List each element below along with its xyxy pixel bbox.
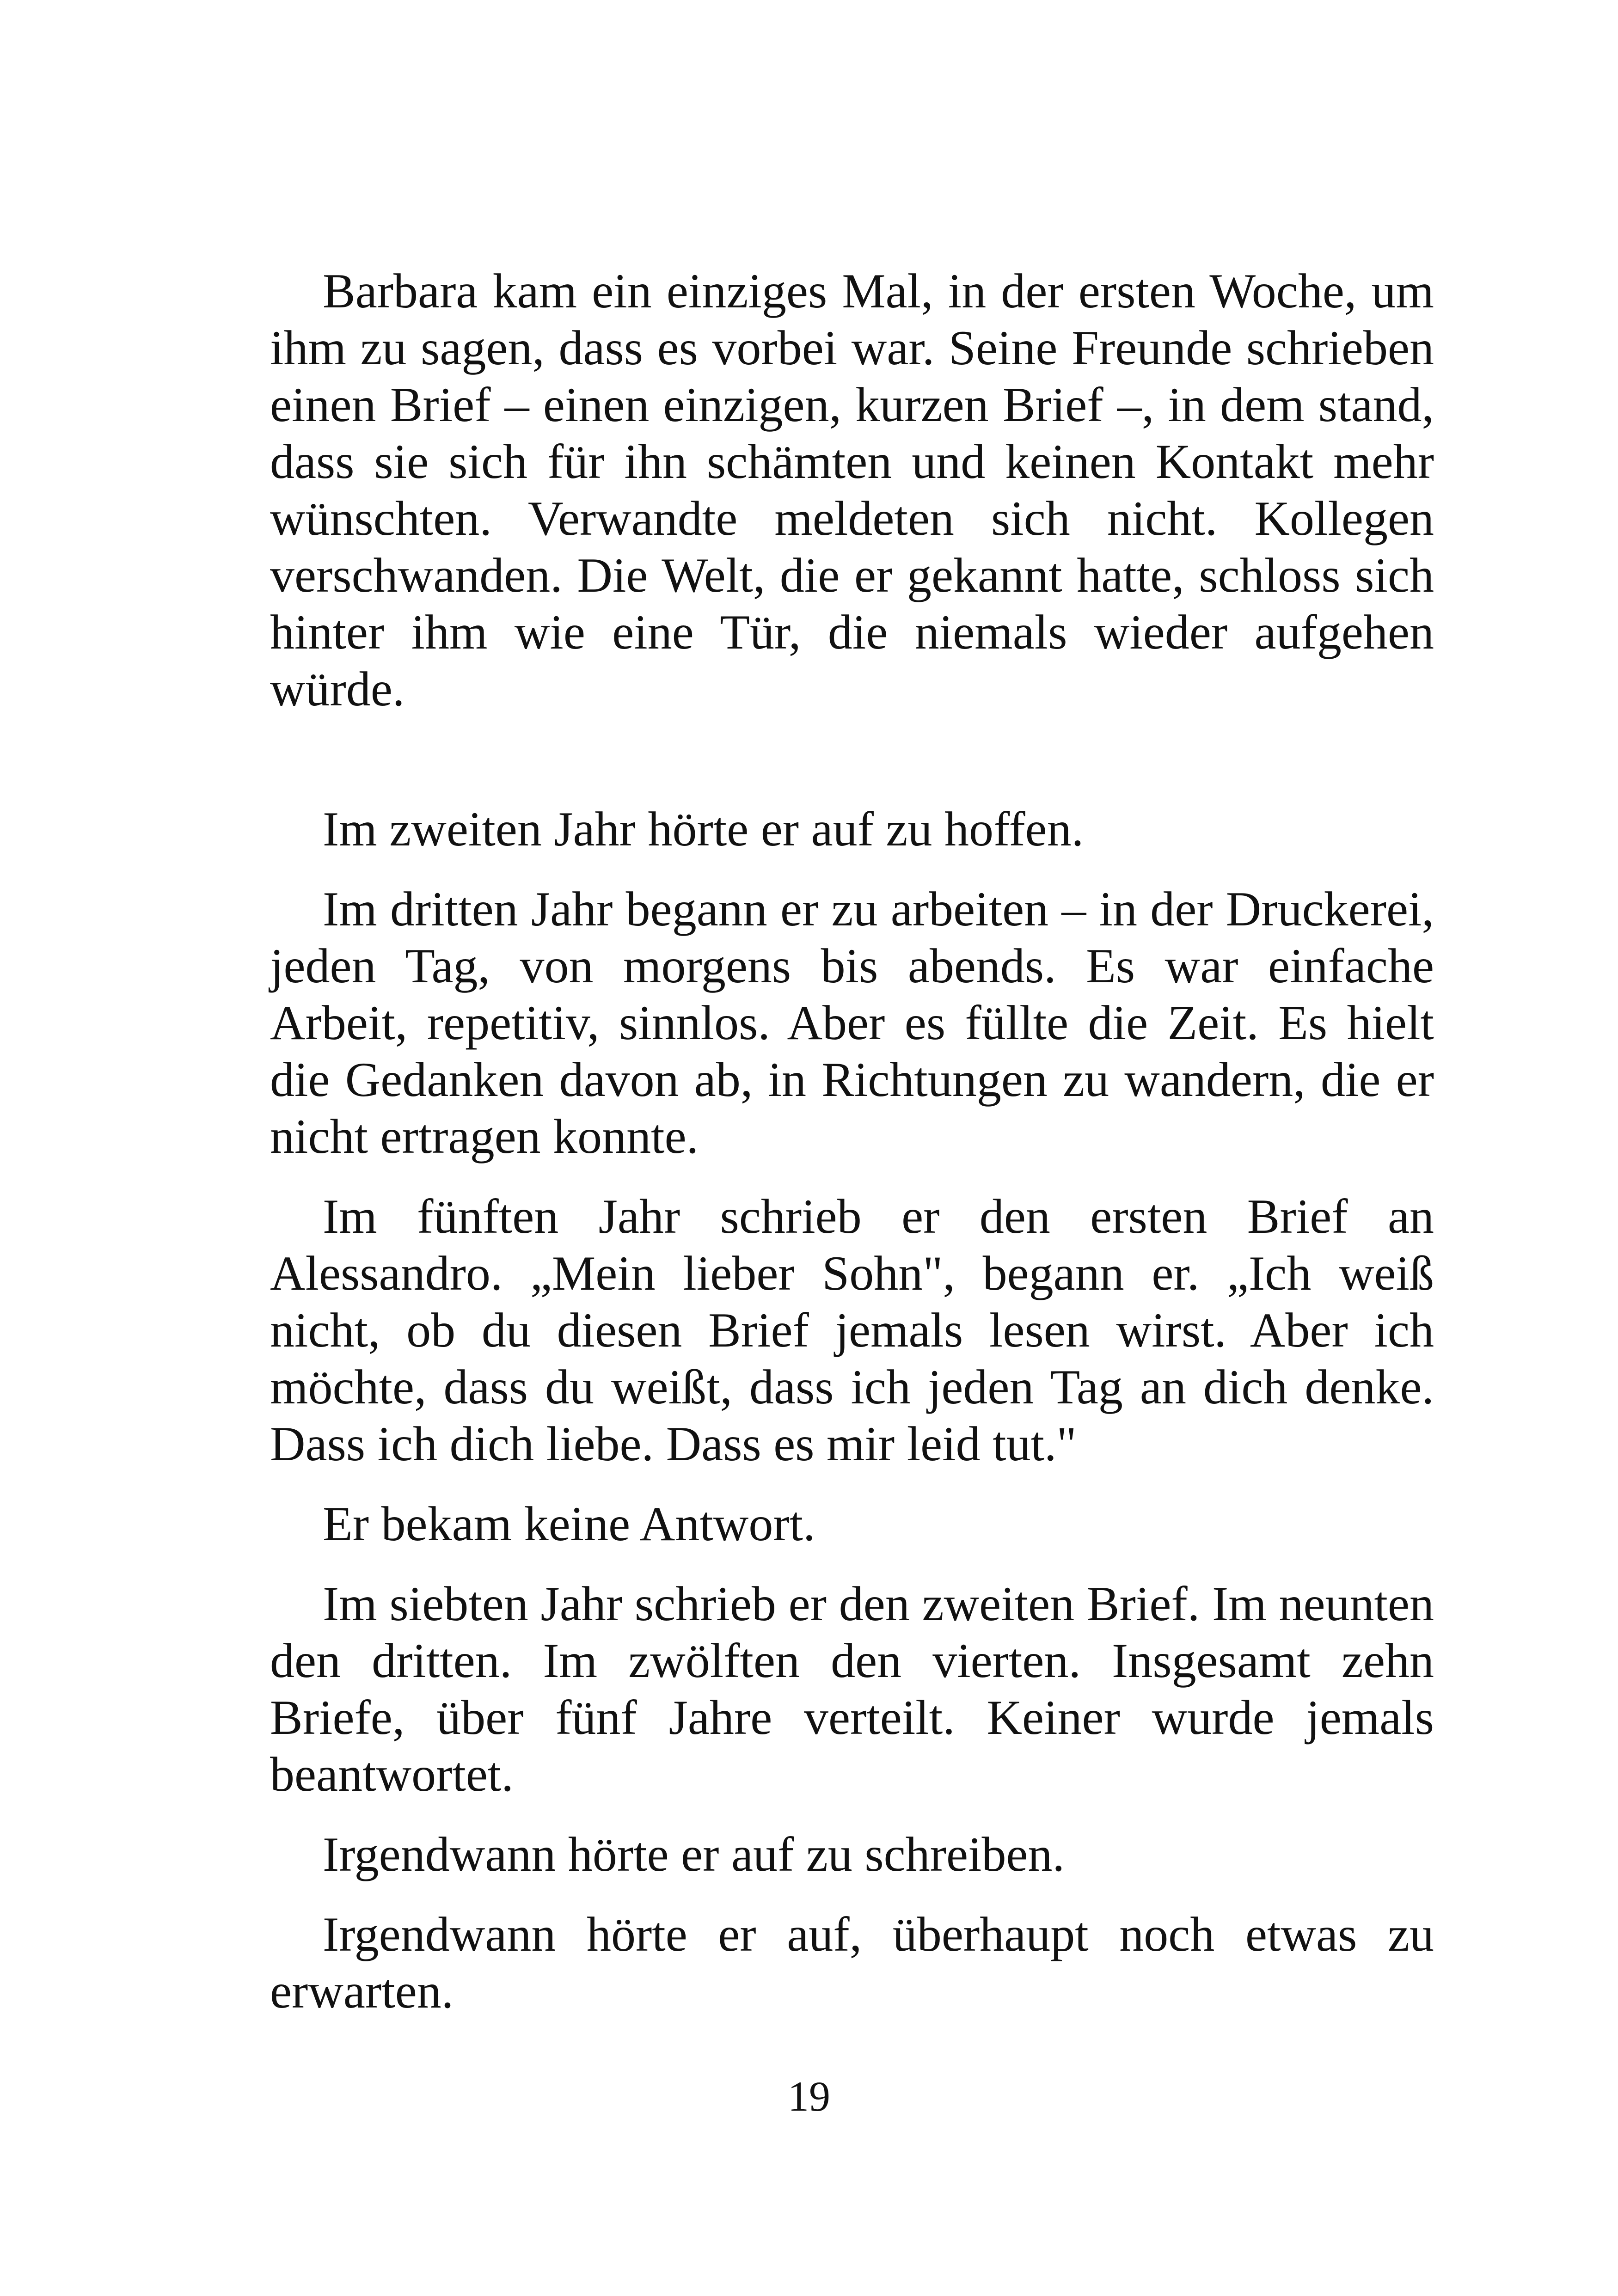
- paragraph-6: Im siebten Jahr schrieb er den zweiten Brief. Im neunten den dritten. Im zwölften den vierten. Insgesamt zehn Briefe, über fünf Jahre verteilt. Keiner wurde jemals beantwortet.: [270, 1577, 1434, 1801]
- paragraph-4: Im fünften Jahr schrieb er den ersten Brief an Alessandro. „Mein lieber Sohn", begann er. „Ich weiß nicht, ob du diesen Brief jemals lesen wirst. Aber ich möchte, dass du weißt, dass ich jeden Tag an dich denke. Dass ich dich liebe. Dass es mir leid tut.": [270, 1189, 1434, 1471]
- paragraph-5: Er bekam keine Antwort.: [323, 1497, 815, 1551]
- paragraph-2: Im zweiten Jahr hörte er auf zu hoffen.: [323, 802, 1084, 856]
- paragraph-7: Irgendwann hörte er auf zu schreiben.: [323, 1827, 1065, 1881]
- paragraph-3: Im dritten Jahr begann er zu arbeiten – in der Druckerei, jeden Tag, von morgens bis abends. Es war einfache Arbeit, repetitiv, sinnlos. Aber es füllte die Zeit. Es hielt die Gedanken davon ab, in Richtungen zu wandern, die er nicht ertragen konnte.: [270, 882, 1434, 1163]
- paragraph-1: Barbara kam ein einziges Mal, in der ersten Woche, um ihm zu sagen, dass es vorbei war. Seine Freunde schrieben einen Brief – einen einzigen, kurzen Brief –, in dem stand, dass sie sich für ihn schämten und keinen Kontakt mehr wünschten. Verwandte meldeten sich nicht. Kollegen verschwanden. Die Welt, die er gekannt hatte, schloss sich hinter ihm wie eine Tür, die niemals wieder aufgehen würde.: [270, 264, 1434, 716]
- page-number: 19: [788, 2073, 830, 2120]
- paragraph-8: Irgendwann hörte er auf, überhaupt noch etwas zu erwarten.: [270, 1907, 1434, 2018]
- body-text: [270, 263, 1434, 2020]
